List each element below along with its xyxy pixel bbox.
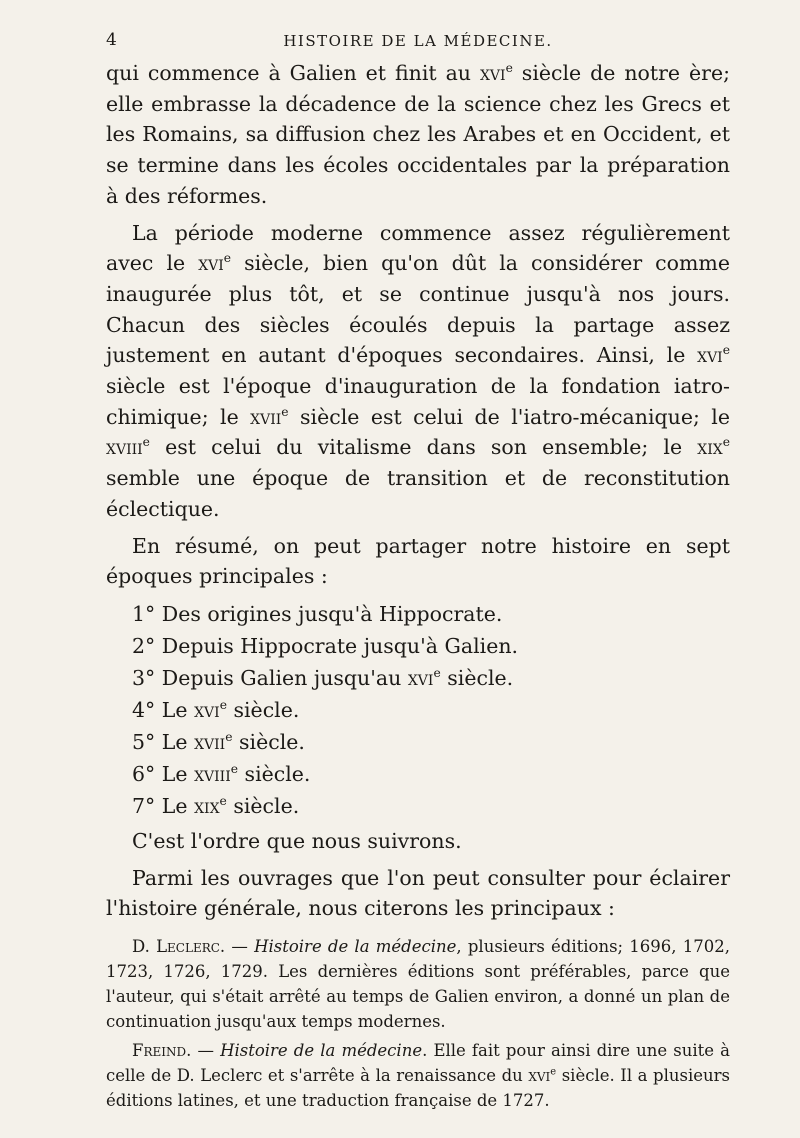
paragraph-continuation: qui commence à Galien et finit au xvi$^e$ siècle de notre ère; elle embrasse la décadence de la science chez les Grecs et les Romains, sa diffusion chez les Arabes et en Occident, et se termine dans les écoles occidentales par la préparation à des réformes. bbox=[106, 61, 730, 208]
page-header bbox=[106, 30, 730, 54]
entry-author: Freind. — bbox=[132, 1041, 221, 1061]
list-item: 2° Depuis Hippocrate jusqu'à Galien. bbox=[132, 633, 519, 658]
entry-text: . Elle fait pour ainsi dire une suite à celle de D. Leclerc et s'arrête à la renaissance du xvi$^e$ siècle. Il a plusieurs éditions latines, et une traduction française de 1727. bbox=[106, 1041, 731, 1111]
list-item: 5° Le xvii$^e$ siècle. bbox=[132, 729, 305, 754]
entry-text: , plusieurs éditions; 1696, 1702, 1723, 1726, 1729. Les dernières éditions sont préférables, parce que l'auteur, qui s'était arrêté au temps de Galien environ, a donné un plan de continuation jusqu'aux temps modernes. bbox=[106, 937, 730, 1032]
running-title: HISTOIRE DE LA MÉDECINE. bbox=[283, 32, 553, 50]
bibliography-entry bbox=[106, 1038, 730, 1113]
list-item: 1° Des origines jusqu'à Hippocrate. bbox=[132, 601, 503, 626]
paragraph-order: C'est l'ordre que nous suivrons. bbox=[132, 828, 462, 853]
list-item: 7° Le xix$^e$ siècle. bbox=[132, 793, 300, 818]
list-item: 3° Depuis Galien jusqu'au xvi$^e$ siècle. bbox=[132, 665, 514, 690]
bibliography bbox=[106, 934, 730, 1113]
list-item: 4° Le xvi$^e$ siècle. bbox=[132, 697, 300, 722]
paragraph-sources: Parmi les ouvrages que l'on peut consulter pour éclairer l'histoire générale, nous citerons les principaux : bbox=[106, 865, 730, 921]
page-number: 4 bbox=[106, 30, 117, 50]
paragraph-summary: En résumé, on peut partager notre histoire en sept époques principales : bbox=[106, 533, 730, 589]
entry-title: Histoire de la médecine bbox=[220, 1041, 423, 1061]
epochs-list bbox=[106, 598, 730, 822]
entry-title: Histoire de la médecine bbox=[254, 937, 457, 957]
bibliography-entry bbox=[106, 934, 730, 1034]
paragraph-modern-period: La période moderne commence assez régulièrement avec le xvi$^e$ siècle, bien qu'on dût la considérer comme inaugurée plus tôt, et se continue jusqu'à nos jours. Chacun des siècles écoulés depuis la partage assez justement en autant d'époques secondaires. Ainsi, le xvi$^e$ siècle est l'époque d'inauguration de la fondation iatro-chimique; le xvii$^e$ siècle est celui de l'iatro-mécanique; le xviii$^e$ est celui du vitalisme dans son ensemble; le xix$^e$ semble une époque de transition et de reconstitution éclectique. bbox=[106, 220, 731, 521]
list-item: 6° Le xviii$^e$ siècle. bbox=[132, 761, 311, 786]
page-body bbox=[106, 58, 730, 1117]
entry-author: D. Leclerc. — bbox=[132, 937, 255, 957]
